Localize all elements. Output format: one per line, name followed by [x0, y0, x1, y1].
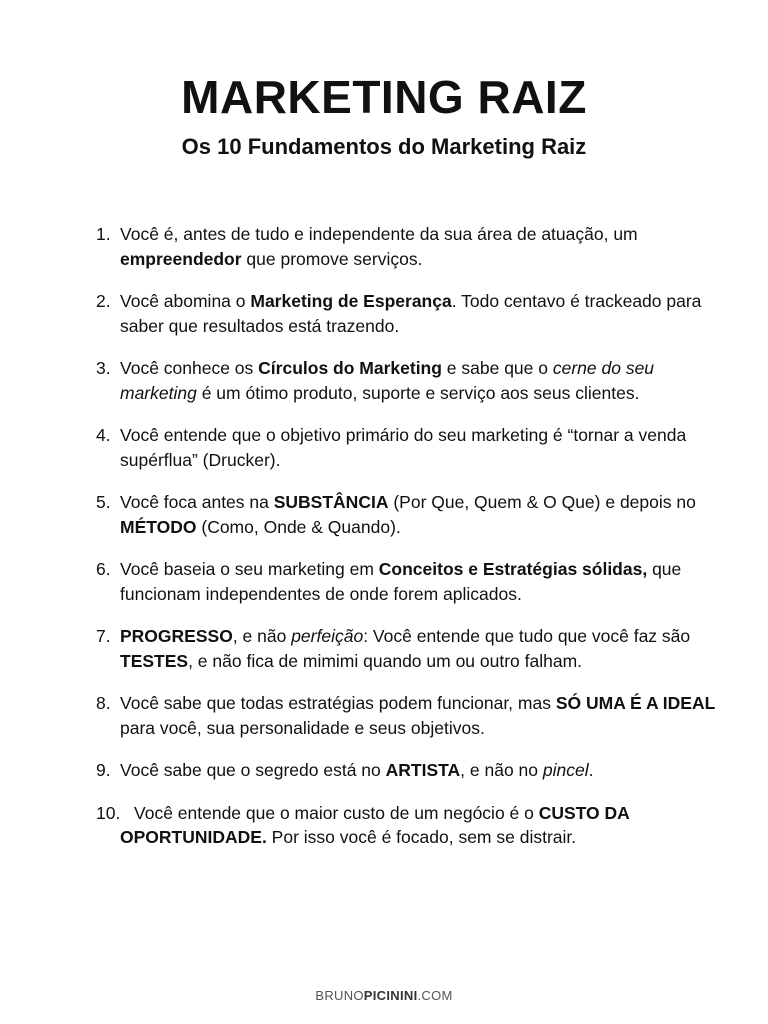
italic-text: pincel: [542, 760, 589, 780]
list-item: [96, 624, 716, 673]
list-item-text: [120, 803, 629, 848]
text-run: , e não fica de mimimi quando um ou outro falham.: [188, 650, 583, 671]
bold-text: ARTISTA: [385, 760, 461, 780]
footer-part-bruno: BRUNO: [315, 988, 364, 1003]
bold-text: TESTES: [120, 650, 189, 671]
list-item-number: 1.: [96, 224, 111, 244]
footer-part-com: .COM: [417, 988, 453, 1003]
list-item: [96, 289, 716, 338]
list-item-text: [120, 559, 681, 604]
fundamentals-list: [96, 222, 716, 868]
italic-text: perfeição: [291, 626, 364, 646]
list-item: [96, 423, 716, 472]
text-run: que promove serviços.: [241, 248, 423, 269]
list-item-text: [120, 425, 686, 470]
list-item-number: 7.: [96, 626, 111, 646]
list-item-number: 9.: [96, 760, 111, 780]
footer-website: [0, 988, 768, 1003]
list-item-number: 5.: [96, 492, 111, 512]
document-title: MARKETING RAIZ: [181, 71, 587, 123]
list-item-number: 4.: [96, 425, 111, 445]
bold-text: SUBSTÂNCIA: [273, 492, 389, 512]
text-run: Você entende que o maior custo de um negócio é o: [134, 802, 539, 823]
text-run: Você abomina o: [120, 291, 251, 311]
list-item: [96, 691, 716, 740]
text-run: , e não no: [460, 760, 543, 780]
list-item: [96, 356, 716, 405]
bold-text: PROGRESSO: [120, 626, 233, 646]
list-item-text: [120, 760, 593, 780]
bold-text: CUSTO DA OPORTUNIDADE.: [120, 802, 630, 847]
text-run: Por isso você é focado, sem se distrair.: [266, 827, 577, 847]
bold-text: MÉTODO: [120, 516, 197, 537]
list-item-text: [120, 492, 696, 537]
text-run: Você sabe que o segredo está no: [120, 760, 386, 780]
text-run: para você, sua personalidade e seus objetivos.: [120, 717, 485, 738]
list-item: [96, 490, 716, 539]
bold-text: SÓ UMA É A IDEAL: [555, 693, 716, 713]
list-item-number: 10.: [96, 802, 121, 823]
bold-text: Círculos do Marketing: [258, 358, 442, 378]
italic-text: cerne do seu marketing: [120, 358, 655, 403]
text-run: .: [588, 760, 594, 780]
footer-part-picinini: PICININI: [363, 988, 418, 1003]
text-run: , e não: [232, 626, 292, 646]
list-item-number: 8.: [96, 693, 111, 713]
list-item-text: [120, 224, 638, 269]
bold-text: empreendedor: [120, 248, 242, 269]
bold-text: Marketing de Esperança: [250, 291, 452, 311]
text-run: que funcionam independentes de onde forem aplicados.: [120, 559, 682, 604]
list-item-text: [120, 693, 715, 738]
document-subtitle: Os 10 Fundamentos do Marketing Raiz: [181, 134, 587, 159]
list-item-number: 6.: [96, 559, 111, 579]
text-run: é um ótimo produto, suporte e serviço aos seus clientes.: [196, 382, 640, 403]
text-run: (Por Que, Quem & O Que) e depois no: [388, 492, 696, 512]
list-item-text: [120, 626, 690, 671]
list-item: [96, 557, 716, 606]
text-run: Você sabe que todas estratégias podem funcionar, mas: [120, 693, 556, 713]
text-run: Você é, antes de tudo e independente da sua área de atuação, um: [120, 224, 638, 244]
text-run: . Todo centavo é trackeado para saber que resultados está trazendo.: [120, 291, 702, 336]
list-item-number: 2.: [96, 291, 111, 311]
list-item: [96, 222, 716, 271]
text-run: (Como, Onde & Quando).: [196, 516, 401, 537]
text-run: e sabe que o: [441, 358, 553, 378]
list-item-text: [120, 358, 654, 403]
text-run: : Você entende que tudo que você faz são: [363, 626, 691, 646]
list-item: [96, 758, 716, 783]
text-run: Você baseia o seu marketing em: [120, 559, 379, 579]
bold-text: Conceitos e Estratégias sólidas,: [378, 559, 648, 579]
list-item-number: 3.: [96, 358, 111, 378]
list-item: [96, 801, 716, 850]
text-run: Você entende que o objetivo primário do seu marketing é “tornar a venda supérflua” (Drucker).: [120, 425, 687, 470]
list-item-text: [120, 291, 701, 336]
text-run: Você conhece os: [120, 358, 259, 378]
text-run: Você foca antes na: [120, 492, 274, 512]
